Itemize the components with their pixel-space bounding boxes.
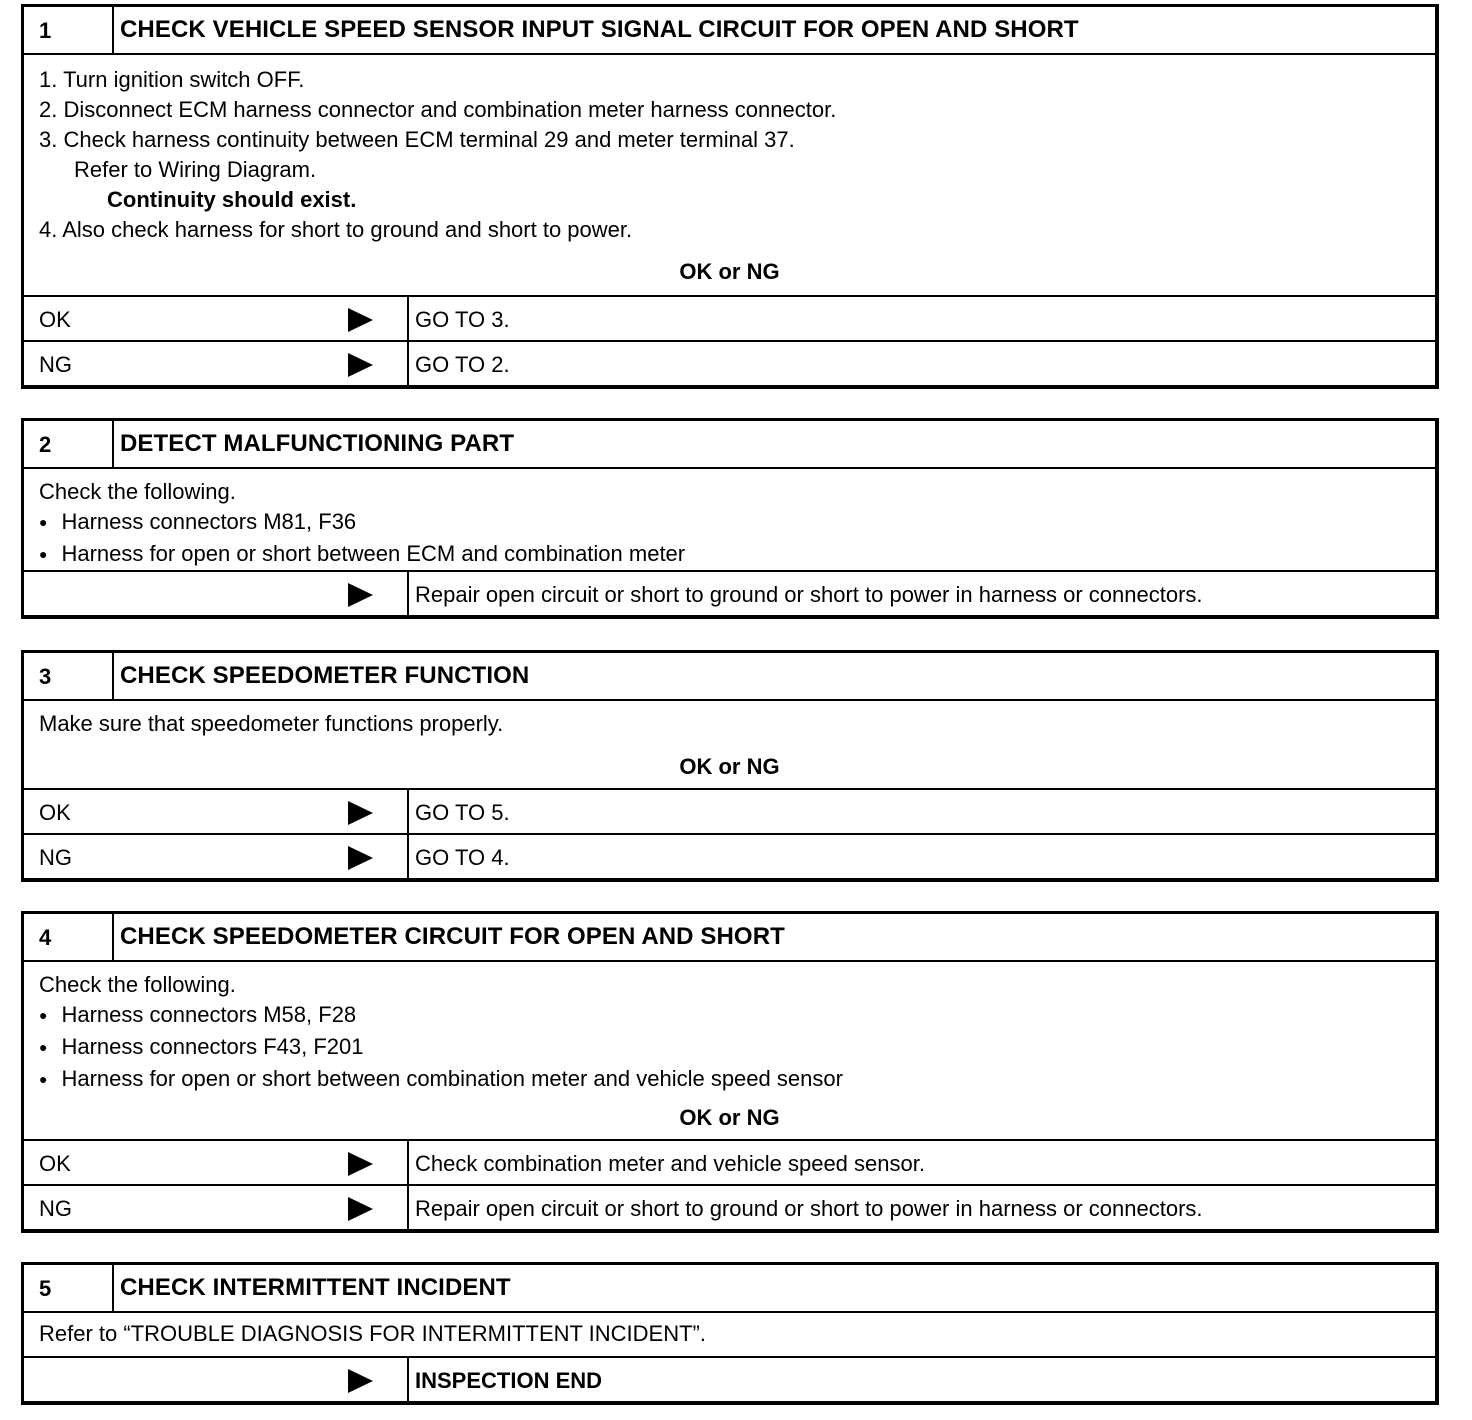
instruction-line: Refer to Wiring Diagram. [74,157,317,182]
step-title: CHECK SPEEDOMETER CIRCUIT FOR OPEN AND SHORT [120,923,785,950]
check-bullet: ● Harness for open or short between ECM and combination meter [39,539,1435,571]
step-header [24,653,1435,701]
step-5-block [21,1262,1439,1405]
result-row-ng [24,340,1435,385]
result-action: Repair open circuit or short to ground or short to power in harness or connectors. [415,1196,1203,1221]
result-row [24,570,1435,615]
result-label: NG [39,352,72,377]
right-triangle-arrow-icon [348,1369,373,1393]
instruction-line: Check the following. [39,972,236,997]
check-bullet: ● Harness for open or short between combination meter and vehicle speed sensor [39,1064,1435,1096]
result-row-ok [24,1139,1435,1184]
right-triangle-arrow-icon [348,583,373,607]
right-triangle-arrow-icon [348,801,373,825]
step-body [24,469,1435,570]
result-label: NG [39,845,72,870]
instruction-line: Make sure that speedometer functions properly. [39,711,504,736]
ok-or-ng-label: OK or NG [679,259,780,284]
expected-result: Continuity should exist. [107,187,357,212]
step-2-block [21,418,1439,619]
right-triangle-arrow-icon [348,846,373,870]
result-row-ok [24,788,1435,833]
step-body [24,962,1435,1139]
result-label: OK [39,307,71,332]
step-title: CHECK VEHICLE SPEED SENSOR INPUT SIGNAL CIRCUIT FOR OPEN AND SHORT [120,16,1079,43]
step-number: 2 [24,421,114,467]
step-header [24,7,1435,55]
result-row-ng [24,1184,1435,1229]
step-title: DETECT MALFUNCTIONING PART [120,430,515,457]
ok-or-ng-label: OK or NG [679,1105,780,1130]
instruction-line: Check the following. [39,479,236,504]
result-action: Repair open circuit or short to ground or short to power in harness or connectors. [415,582,1203,607]
right-triangle-arrow-icon [348,1197,373,1221]
instruction-line: 4. Also check harness for short to ground and short to power. [39,217,633,242]
check-bullet: ● Harness connectors F43, F201 [39,1032,1435,1064]
step-body [24,55,1435,295]
inspection-end-label: INSPECTION END [415,1368,603,1393]
result-action-link[interactable]: GO TO 5. [415,800,510,825]
step-title: CHECK SPEEDOMETER FUNCTION [120,662,530,689]
check-bullet: ● Harness connectors M81, F36 [39,507,1435,539]
step-title: CHECK INTERMITTENT INCIDENT [120,1274,511,1301]
step-header [24,1265,1435,1313]
step-3-block [21,650,1439,882]
right-triangle-arrow-icon [348,308,373,332]
result-label: OK [39,1151,71,1176]
step-number: 4 [24,914,114,960]
result-action-link[interactable]: GO TO 2. [415,352,510,377]
result-action-link[interactable]: GO TO 3. [415,307,510,332]
result-row [24,1356,1435,1401]
result-action: Check combination meter and vehicle speed sensor. [415,1151,925,1176]
result-row-ng [24,833,1435,878]
ok-or-ng-label: OK or NG [679,754,780,779]
result-label: OK [39,800,71,825]
check-bullet: ● Harness connectors M58, F28 [39,1000,1435,1032]
step-number: 5 [24,1265,114,1311]
right-triangle-arrow-icon [348,1152,373,1176]
step-number: 3 [24,653,114,699]
step-body [24,1313,1435,1356]
result-row-ok [24,295,1435,340]
step-1-block [21,4,1439,389]
instruction-line: 3. Check harness continuity between ECM terminal 29 and meter terminal 37. [39,127,795,152]
step-header [24,914,1435,962]
step-number: 1 [24,7,114,53]
instruction-line: 2. Disconnect ECM harness connector and combination meter harness connector. [39,97,837,122]
step-body [24,701,1435,788]
step-header [24,421,1435,469]
result-action-link[interactable]: GO TO 4. [415,845,510,870]
result-label: NG [39,1196,72,1221]
step-4-block [21,911,1439,1233]
right-triangle-arrow-icon [348,353,373,377]
instruction-line: 1. Turn ignition switch OFF. [39,67,305,92]
instruction-line: Refer to “TROUBLE DIAGNOSIS FOR INTERMITTENT INCIDENT”. [39,1321,706,1346]
